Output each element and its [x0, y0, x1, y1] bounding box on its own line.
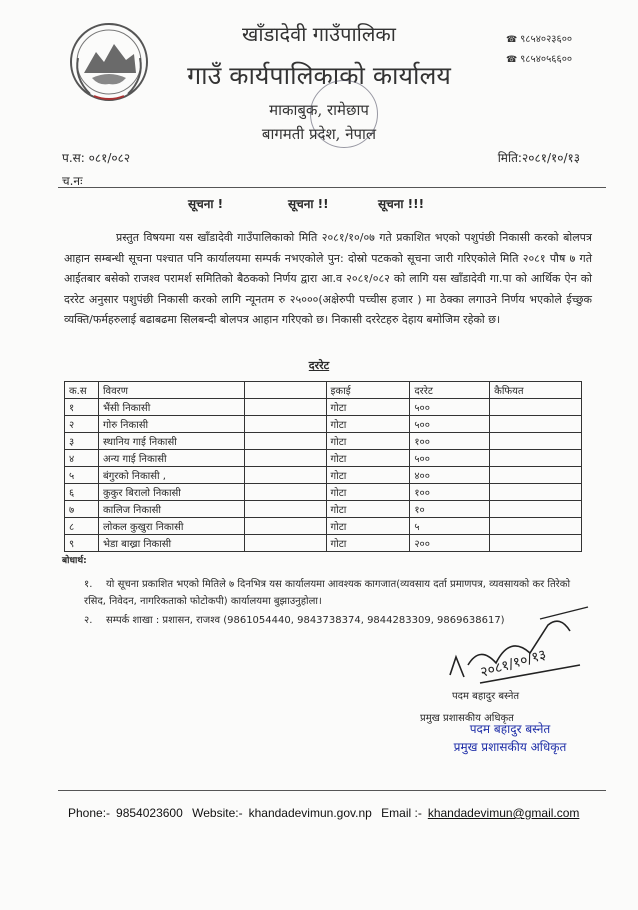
table-cell: ९ [65, 535, 99, 552]
table-row [65, 467, 582, 484]
table-row [65, 399, 582, 416]
table-cell: कुकुर बिरालो निकासी [98, 484, 244, 501]
table-cell [490, 501, 582, 518]
table-cell [244, 399, 326, 416]
table-cell: कालिज निकासी [98, 501, 244, 518]
header-divider [58, 187, 606, 188]
table-cell [244, 535, 326, 552]
table-header-cell: दररेट [410, 382, 490, 399]
table-cell: २ [65, 416, 99, 433]
table-cell: बंगुरको निकासी , [98, 467, 244, 484]
table-row [65, 416, 582, 433]
table-cell: ५०० [410, 399, 490, 416]
table-header-cell [244, 382, 326, 399]
note-number: १. [84, 579, 93, 590]
address-line: माकाबुक, रामेछाप [269, 101, 369, 119]
table-cell: स्थानिय गाई निकासी [98, 433, 244, 450]
table-cell: लोकल कुखुरा निकासी [98, 518, 244, 535]
table-cell [490, 433, 582, 450]
table-cell: ५ [65, 467, 99, 484]
table-row [65, 535, 582, 552]
table-cell: १० [410, 501, 490, 518]
table-cell: ५०० [410, 450, 490, 467]
letter-date: मिति:२०८१/१०/१३ [497, 151, 580, 165]
table-cell: ४ [65, 450, 99, 467]
table-cell: १०० [410, 433, 490, 450]
table-cell [244, 450, 326, 467]
stamp-name: पदम बहादुर बस्नेत [469, 722, 551, 736]
phone-list [506, 30, 572, 70]
handwritten-signature [420, 605, 600, 695]
rate-table [64, 381, 582, 552]
table-row [65, 518, 582, 535]
table-cell: ६ [65, 484, 99, 501]
notice-word-2: सूचना !! [288, 197, 329, 211]
phone-number: ९८५४०५६६०० [520, 54, 573, 65]
table-cell: गोटा [326, 416, 410, 433]
footer-phone: 9854023600 [116, 806, 183, 820]
table-header-row [65, 382, 582, 399]
table-header-cell: विवरण [98, 382, 244, 399]
table-cell: गोटा [326, 501, 410, 518]
table-cell: गोटा [326, 535, 410, 552]
stamp-role: प्रमुख प्रशासकीय अधिकृत [453, 740, 567, 754]
table-row [65, 433, 582, 450]
table-cell: ५०० [410, 416, 490, 433]
office-seal-stamp [310, 80, 378, 148]
notice-body: प्रस्तुत विषयमा यस खाँडादेवी गाउँपालिकाको मिति २०८१/१०/०७ गते प्रकाशित भएको पशुपंछी निकासी करको बोलपत्र आहान सम्बन्धी सूचना पश्चात पनि कार्यालयमा सम्पर्क नभएकोले पुन: दोस्रो पटकको सूचना जारी गरिएकोले मिति २०८१ पौष ७ गते आईतबार बसेको राजश्व परामर्श समितिको बैठकको निर्णय द्वारा आ.व २०८१/०८२ को लागि यस खाँडादेवी गा.पा को आर्थिक ऐन को दररेट अनुसार पशुपंछी निकासी करको लागि न्यूनतम रु २५०००(अक्षेरुपी पच्चीस हजार ) मा ठेक्का लगाउने निर्णय भएकोले ईच्छुक व्यक्ति/फर्महरुलाई बढाबढमा सिलबन्दी बोलपत्र आहान गरिएको छ। निकासी दररेटहरु देहाय बमोजिम रहेको छ। [64, 231, 592, 326]
table-header-cell: कैफियत [490, 382, 582, 399]
phone-icon: ☎ [506, 55, 518, 65]
phone-label: Phone:- [68, 806, 111, 820]
table-cell: २०० [410, 535, 490, 552]
phone-icon: ☎ [506, 35, 518, 45]
table-cell: अन्य गाई निकासी [98, 450, 244, 467]
signature-date: २०८१/१०/१३ [478, 646, 549, 681]
rate-table-title: दररेट [308, 359, 330, 372]
signatory-role: प्रमुख प्रशासकीय अधिकृत [420, 713, 514, 724]
table-cell [244, 416, 326, 433]
table-cell: ८ [65, 518, 99, 535]
table-cell: गोटा [326, 484, 410, 501]
province-line: बागमती प्रदेश, नेपाल [261, 125, 377, 143]
table-cell [490, 416, 582, 433]
table-cell [490, 484, 582, 501]
table-cell [244, 484, 326, 501]
letter-number: प.स: ०८१/०८२ [62, 151, 131, 165]
table-cell [244, 467, 326, 484]
footer-contact [68, 806, 585, 820]
website-label: Website:- [192, 806, 243, 820]
table-cell: ५ [410, 518, 490, 535]
table-cell [490, 467, 582, 484]
notes-title: बोधार्थ: [62, 556, 87, 566]
table-cell: गोटा [326, 399, 410, 416]
table-cell: गोटा [326, 450, 410, 467]
notice-word-1: सूचना ! [188, 197, 224, 211]
table-cell [490, 450, 582, 467]
footer-divider [58, 790, 606, 791]
table-header-cell: इकाई [326, 382, 410, 399]
table-cell [244, 518, 326, 535]
table-cell: गोटा [326, 433, 410, 450]
table-row [65, 484, 582, 501]
name-stamp [440, 720, 580, 756]
table-cell: ४०० [410, 467, 490, 484]
table-cell: गोटा [326, 467, 410, 484]
table-cell: भैंसी निकासी [98, 399, 244, 416]
table-header-cell: क.स [65, 382, 99, 399]
table-cell [244, 433, 326, 450]
table-cell [490, 518, 582, 535]
dispatch-number: च.नः [62, 174, 83, 188]
note-text: यो सूचना प्रकाशित भएको मितिले ७ दिनभित्र यस कार्यालयमा आवश्यक कागजात(व्यवसाय दर्ता प्रमाणपत्र, व्यवसायको कर तिरेको रसिद, निवेदन, नागरिकताको फोटोकपी) कार्यालयमा बुझाउनुहोला। [84, 579, 571, 607]
table-row [65, 450, 582, 467]
phone-number: ९८५४०२३६०० [520, 34, 573, 45]
signatory-name: पदम बहादुर बस्नेत [452, 691, 520, 702]
office-name: गाउँ कार्यपालिकाको कार्यालय [187, 61, 451, 90]
table-cell: भेडा बाख्रा निकासी [98, 535, 244, 552]
note-text: सम्पर्क शाखा : प्रशासन, राजश्व (9861054440, 9843738374, 9844283309, 9869638617) [106, 615, 505, 626]
table-cell: ३ [65, 433, 99, 450]
table-cell [490, 399, 582, 416]
table-row [65, 501, 582, 518]
email-label: Email :- [381, 806, 422, 820]
notice-word-3: सूचना !!! [378, 197, 425, 211]
note-number: २. [84, 615, 93, 626]
footer-email[interactable]: khandadevimun@gmail.com [427, 806, 580, 820]
table-cell [490, 535, 582, 552]
table-cell: गोटा [326, 518, 410, 535]
table-cell: ७ [65, 501, 99, 518]
table-cell: १ [65, 399, 99, 416]
table-cell: १०० [410, 484, 490, 501]
footer-website[interactable]: khandadevimun.gov.np [248, 806, 372, 820]
municipality-name: खाँडादेवी गाउँपालिका [242, 22, 396, 46]
table-cell: गोरु निकासी [98, 416, 244, 433]
table-cell [244, 501, 326, 518]
